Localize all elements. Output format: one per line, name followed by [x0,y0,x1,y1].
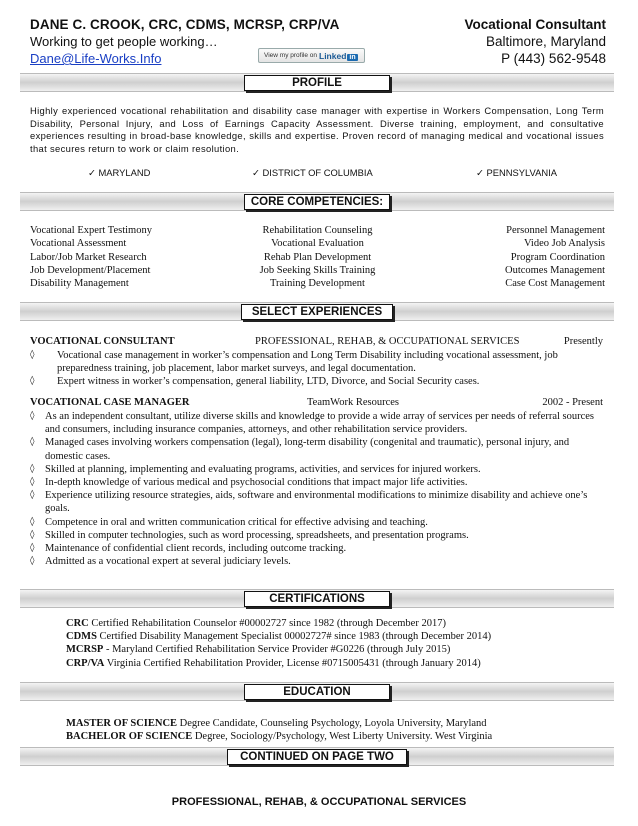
experience-company: TeamWork Resources [307,397,400,408]
bullet-text: Admitted as a vocational expert at several judiciary levels. [45,556,291,568]
competency-item: Personnel Management [506,225,605,236]
competency-item: Case Cost Management [505,278,605,290]
bullet-text: In-depth knowledge of various medical and psychosocial conditions that impact major life activities. [45,477,468,489]
certifications-section-bar [20,589,614,608]
experience-dates: 2002 - Present [542,397,603,408]
continued-section-bar [20,747,614,766]
certification-item [66,630,491,643]
phone-number: P (443) 562-9548 [501,51,606,66]
email-link[interactable]: Dane@Life-Works.Info [30,51,162,66]
education-degree: MASTER OF SCIENCE [66,718,178,729]
bullet-text: Maintenance of confidential client records, including outcome tracking. [45,543,347,555]
competency-item: Rehabilitation Counseling [262,225,373,236]
diamond-bullet-icon: ◊ [30,556,35,567]
competency-item: Rehab Plan Development [263,251,372,263]
bullet-text: Skilled at planning, implementing and evaluating programs, activities, and services for injured workers. [45,463,481,475]
diamond-bullet-icon: ◊ [30,543,35,554]
location: Baltimore, Maryland [485,34,606,49]
education-desc: Degree Candidate, Counseling Psychology, Loyola University, Maryland [177,718,487,729]
profile-section-bar [20,73,614,92]
certification-desc: Virginia Certified Rehabilitation Provider, License #0715005431 (through January 2014) [104,657,481,669]
diamond-bullet-icon: ◊ [30,411,35,421]
experience-bullet [30,489,605,515]
bullet-text: Skilled in computer technologies, such as word processing, spreadsheets, and presentation programs. [45,529,469,541]
competency-item: Vocational Expert Testimony [30,225,152,236]
experience-entry [30,396,605,568]
diamond-bullet-icon: ◊ [30,350,35,360]
diamond-bullet-icon: ◊ [30,463,35,474]
competency-item: Labor/Job Market Research [30,251,147,263]
profile-heading: PROFILE [244,75,390,91]
experience-bullet [30,476,605,489]
linkedin-logo: Linked in [319,50,356,61]
diamond-bullet-icon: ◊ [30,437,35,448]
experience-bullet [30,410,605,436]
experience-company: PROFESSIONAL, REHAB, & OCCUPATIONAL SERVICES [255,336,520,347]
continued-note: CONTINUED ON PAGE TWO [227,749,407,765]
competency-item: Program Coordination [510,251,605,263]
linkedin-profile-button[interactable] [258,48,365,63]
experience-title: VOCATIONAL CONSULTANT [30,336,175,347]
certification-abbr: CRP/VA [66,657,105,669]
competency-item: Video Job Analysis [523,238,605,250]
experience-bullet [30,529,605,542]
education-desc: Degree, Sociology/Psychology, West Liberty University. West Virginia [192,731,493,743]
diamond-bullet-icon: ◊ [30,376,35,387]
competency-item: Training Development [270,278,365,290]
education-degree: BACHELOR OF SCIENCE [66,731,193,743]
diamond-bullet-icon: ◊ [30,490,35,501]
competency-item: Job Seeking Skills Training [259,264,376,276]
candidate-name: DANE C. CROOK, CRC, CDMS, MCRSP, CRP/VA [30,17,340,32]
education-item [66,730,492,743]
education-item [66,717,492,730]
profile-summary: Highly experienced vocational rehabilitation and disability case manager with expertise in Workers Compensation, Long Term Disability, Personal Injury, and Loss of Earnings Capacity Assessment. Diverse training, employment, and consultative experiences resulting in broad-base knowledge, skills and expertise. Proven record of managing medical and vocational issues that secures return to work or claim resolution. [30,105,604,154]
bullet-text: Expert witness in worker’s compensation, general liability, LTD, Divorce, and Social Security cases. [57,376,480,388]
competencies-heading: CORE COMPETENCIES: [244,194,390,210]
bullet-text: Vocational case management in worker’s compensation and Long Term Disability including vocational assessment, job preparedness training, job placement, labor market surveys, and legal documentation. [57,350,558,375]
state-item: ✓ PENNSYLVANIA [476,167,557,178]
certification-desc: - Maryland Certified Rehabilitation Service Provider #G0226 (through July 2015) [103,644,451,656]
competency-item: Outcomes Management [504,264,605,276]
diamond-bullet-icon: ◊ [30,477,35,488]
bullet-text: As an independent consultant, utilize diverse skills and knowledge to provide a wide array of services per needs of referral sources and consumers, including insurance companies, attorneys, and other rehabilitation service providers. [45,411,595,436]
bullet-text: Competence in oral and written communication critical for effective advising and teaching. [45,516,428,528]
experience-bullet [30,542,605,555]
certification-item [66,617,491,630]
tagline: Working to get people working… [30,34,218,49]
certification-abbr: CDMS [66,631,97,643]
certifications-heading: CERTIFICATIONS [244,591,390,607]
bullet-text: Experience utilizing resource strategies, aids, software and environmental modifications to minimize disability and achieve one’s goals. [45,490,588,515]
job-title: Vocational Consultant [464,17,606,32]
education-list [66,717,492,743]
certification-desc: Certified Rehabilitation Counselor #00002727 since 1982 (through December 2017) [88,618,446,629]
certification-abbr: MCRSP [66,644,104,656]
state-item: ✓ MARYLAND [88,167,151,178]
diamond-bullet-icon: ◊ [30,529,35,540]
experience-title: VOCATIONAL CASE MANAGER [30,397,190,408]
linkedin-button-text: View my profile on [264,52,317,59]
education-heading: EDUCATION [244,684,390,700]
competency-item: Job Development/Placement [30,264,151,276]
state-item: ✓ DISTRICT OF COLUMBIA [252,167,373,178]
experience-dates: Presently [563,336,603,347]
competencies-section-bar [20,192,614,211]
competency-item: Vocational Evaluation [271,238,364,250]
experience-bullet [30,463,605,476]
experience-bullet [30,349,605,375]
experience-bullet [30,516,605,529]
certification-item [66,657,491,670]
certification-desc: Certified Disability Management Specialist 00002727# since 1983 (through December 2014) [96,631,492,643]
experiences-heading: SELECT EXPERIENCES [241,304,393,320]
education-section-bar [20,682,614,701]
competency-item: Disability Management [30,278,129,290]
certification-item [66,643,491,656]
diamond-bullet-icon: ◊ [30,516,35,527]
certification-abbr: CRC [66,618,89,629]
certifications-list [66,617,491,670]
experience-entry [30,335,605,389]
experience-bullet [30,555,605,568]
page-footer: PROFESSIONAL, REHAB, & OCCUPATIONAL SERVICES [171,796,467,808]
experience-bullet [30,436,605,462]
competency-item: Vocational Assessment [30,238,127,250]
bullet-text: Managed cases involving workers compensation (legal), long-term disability (congenital and traumatic), personal injury, and domestic cases. [45,437,570,462]
experiences-section-bar [20,302,614,321]
experience-bullet [30,375,605,388]
competency-column-3 [505,224,605,290]
